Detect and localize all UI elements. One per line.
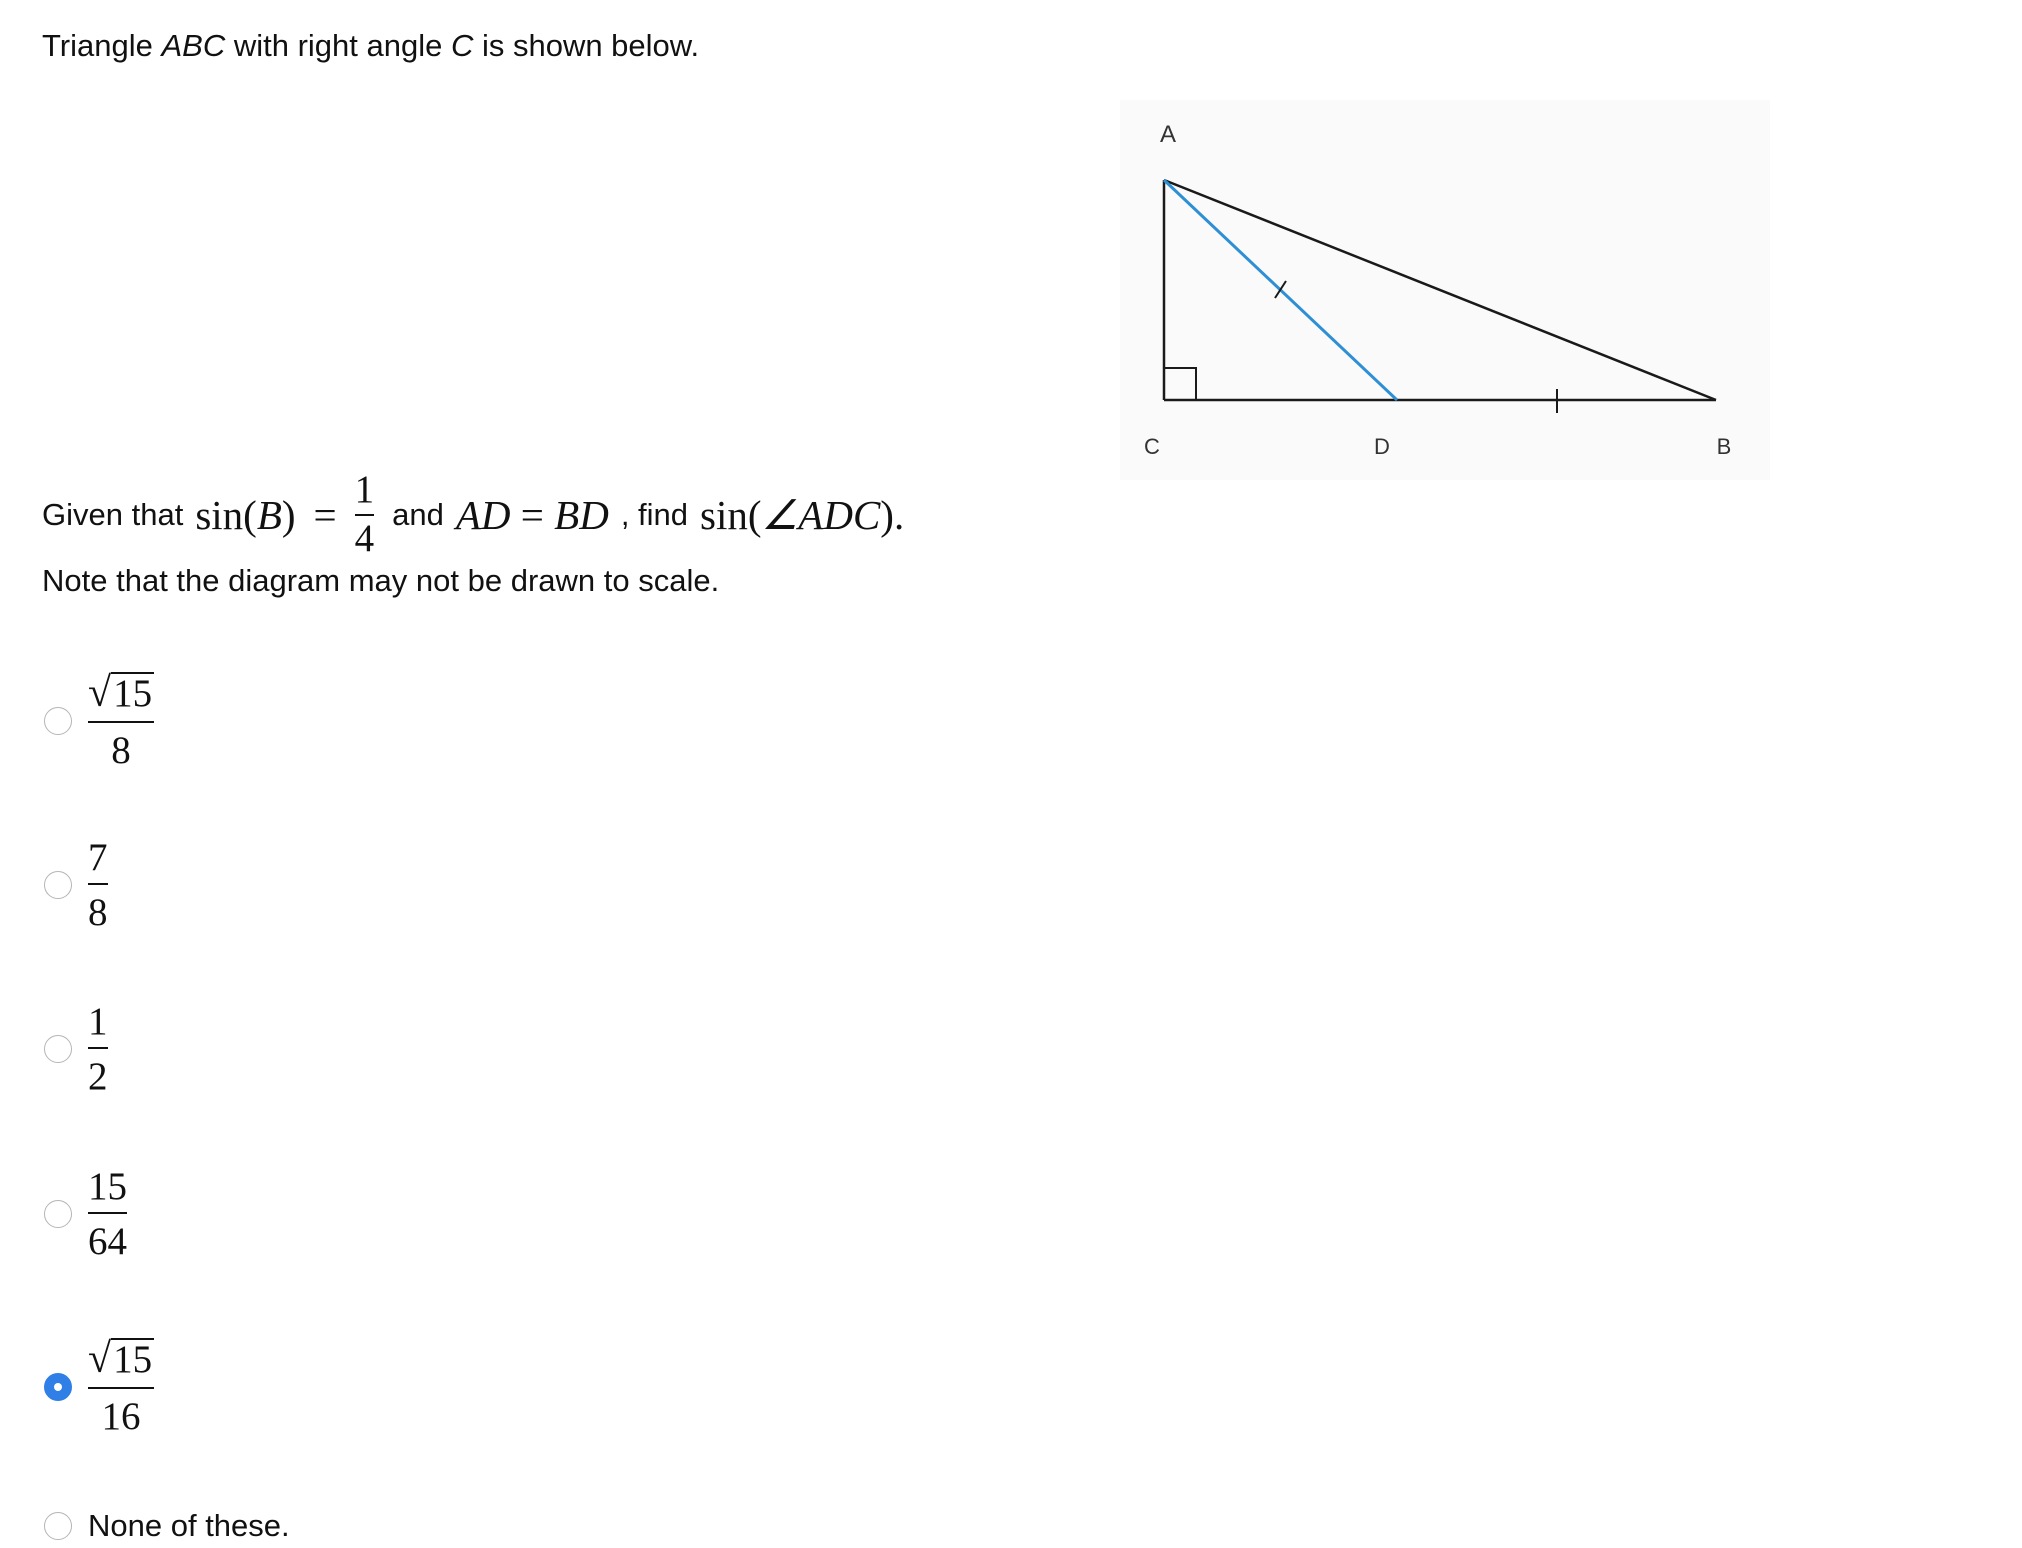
and-text: and [392, 496, 444, 532]
option-2-bar [88, 883, 108, 885]
scale-note: Note that the diagram may not be drawn to scale. [42, 563, 720, 598]
option-4-bar [88, 1212, 127, 1214]
option-5-radicand: 15 [113, 1338, 153, 1381]
title-suffix: is shown below. [473, 28, 700, 63]
option-1-fraction [88, 672, 154, 770]
option-4-denominator: 64 [88, 1220, 127, 1263]
title-angle: C [450, 28, 474, 63]
option-7-over-8[interactable] [44, 838, 108, 932]
title-middle: with right angle [225, 28, 451, 63]
given-text: Given that [42, 496, 184, 532]
equals-sign-2: = [520, 491, 544, 538]
option-3-fraction [88, 1002, 108, 1096]
option-1-sqrt [88, 672, 154, 715]
fraction-denominator: 4 [354, 516, 375, 560]
option-2-denominator: 8 [88, 891, 108, 934]
label-c: C [1144, 434, 1160, 459]
sqrt-icon: √ [88, 1336, 112, 1382]
option-5-radio-selected[interactable] [44, 1373, 72, 1401]
fraction-numerator: 1 [354, 468, 375, 511]
target-expression [700, 491, 904, 539]
diagram-background [1120, 100, 1770, 480]
option-1-radicand: 15 [113, 672, 153, 715]
option-4-fraction [88, 1167, 127, 1261]
option-1-bar [88, 721, 154, 723]
label-b: B [1716, 434, 1732, 459]
option-3-bar [88, 1047, 108, 1049]
option-4-numerator: 15 [88, 1165, 127, 1208]
target-open: sin( [700, 491, 762, 538]
sin-b-open: sin( [195, 491, 257, 538]
target-close: ). [880, 491, 905, 538]
option-5-fraction [88, 1338, 154, 1436]
option-2-radio[interactable] [44, 871, 72, 899]
sqrt-icon: √ [88, 670, 112, 716]
option-2-numerator: 7 [88, 836, 108, 879]
option-none-of-these[interactable] [44, 1508, 290, 1544]
option-1-over-2[interactable] [44, 1002, 108, 1096]
question-text [42, 470, 904, 560]
fraction-bar [355, 514, 375, 516]
question-title [42, 28, 699, 64]
option-3-numerator: 1 [88, 1000, 108, 1043]
target-angle: ∠ADC [761, 491, 881, 538]
option-3-denominator: 2 [88, 1055, 108, 1098]
sin-b-variable: B [256, 491, 282, 538]
option-sqrt15-over-16[interactable] [44, 1338, 154, 1436]
option-15-over-64[interactable] [44, 1167, 127, 1261]
option-6-radio[interactable] [44, 1512, 72, 1540]
sin-b-expression [195, 491, 295, 539]
title-prefix: Triangle [42, 28, 162, 63]
triangle-diagram [1120, 100, 1770, 480]
segment-ad-label: AD [455, 491, 511, 538]
equals-sign: = [313, 491, 337, 538]
option-3-radio[interactable] [44, 1035, 72, 1063]
fraction-one-quarter [355, 470, 375, 560]
option-5-denominator: 16 [101, 1394, 141, 1438]
option-1-radio[interactable] [44, 707, 72, 735]
option-2-fraction [88, 838, 108, 932]
segment-bd-label: BD [554, 491, 609, 538]
option-5-bar [88, 1387, 154, 1389]
title-triangle: ABC [161, 28, 226, 63]
option-6-label: None of these. [88, 1508, 290, 1543]
ad-equals-bd [456, 491, 609, 539]
option-5-sqrt [88, 1338, 154, 1381]
question-line [42, 470, 904, 560]
sin-b-close: ) [281, 491, 296, 538]
label-a: A [1159, 121, 1177, 148]
option-1-denominator: 8 [111, 728, 131, 772]
option-4-radio[interactable] [44, 1200, 72, 1228]
label-d: D [1374, 434, 1390, 459]
option-sqrt15-over-8[interactable] [44, 672, 154, 770]
find-text: , find [620, 496, 689, 532]
